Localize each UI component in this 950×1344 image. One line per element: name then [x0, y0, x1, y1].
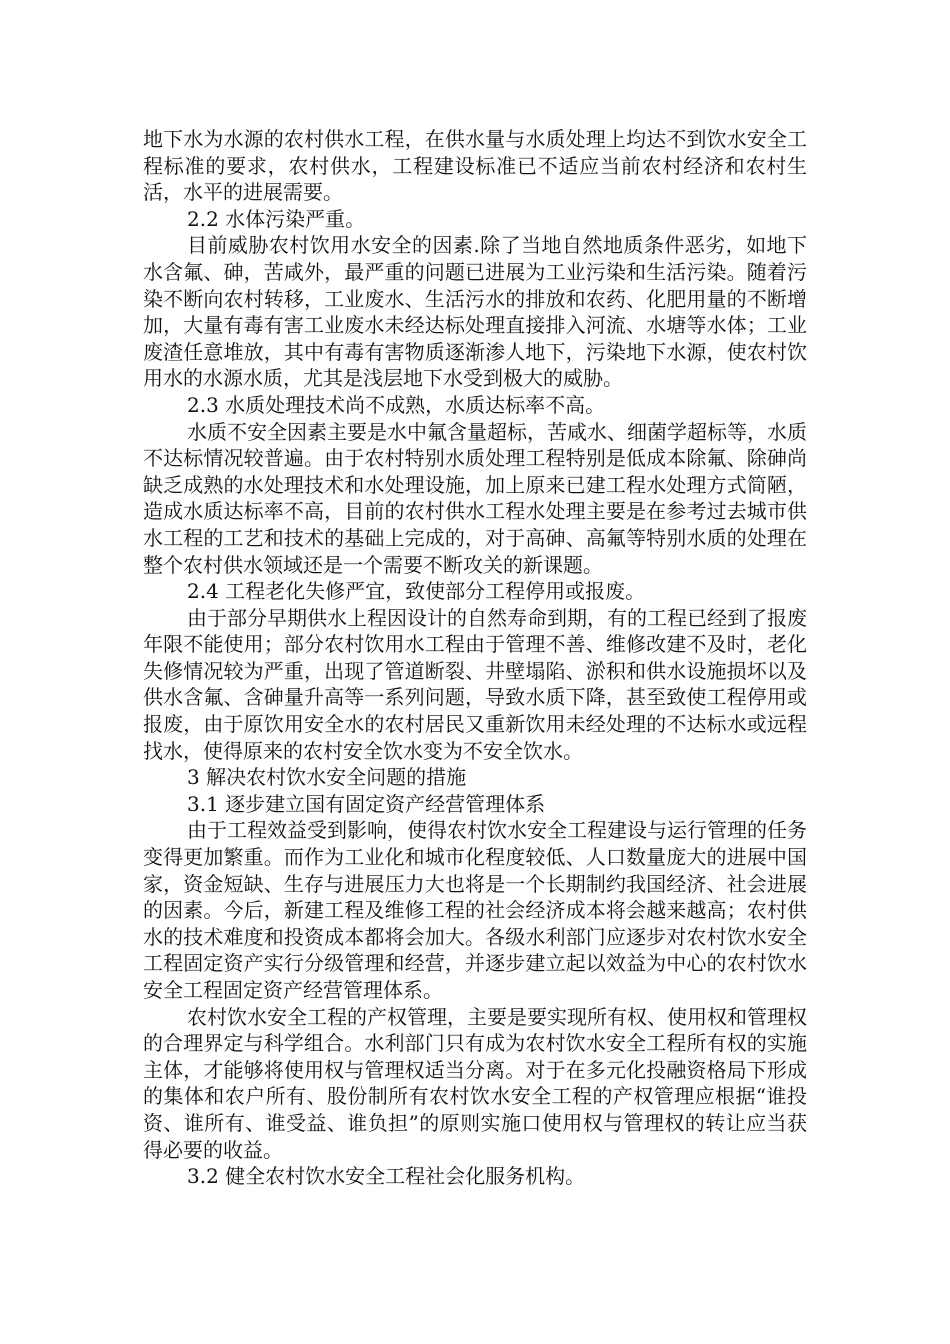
body-paragraph: 由于部分早期供水上程因设计的自然寿命到期，有的工程已经到了报废年限不能使用；部分农村饮用水工程由于管理不善、维修改建不及时，老化失修情况较为严重，出现了管道断裂、井壁塌陷、淤积和供水设施损坏以及供水含氟、含砷量升高等一系列问题，导致水质下降，甚至致使工程停用或报废，由于原饮用安全水的农村居民又重新饮用未经处理的不达标水或远程找水，使得原来的农村安全饮水变为不安全饮水。	[143, 605, 807, 763]
section-heading-3-1: 3.1 逐步建立国有固定资产经营管理体系	[187, 791, 546, 816]
document-body	[143, 126, 807, 1190]
body-paragraph: 目前威胁农村饮用水安全的因素.除了当地自然地质条件恶劣，如地下水含氟、砷，苦咸外，最严重的问题已进展为工业污染和生活污染。随着污染不断向农村转移，工业废水、生活污水的排放和农药、化肥用量的不断增加，大量有毒有害工业废水未经达标处理直接排入河流、水塘等水体；工业废渣任意堆放，其中有毒有害物质逐渐渗人地下，污染地下水源，使农村饮用水的水源水质，尤其是浅层地下水受到极大的威胁。	[143, 233, 807, 391]
section-heading-3: 3 解决农村饮水安全问题的措施	[187, 765, 467, 790]
body-paragraph: 农村饮水安全工程的产权管理，主要是要实现所有权、使用权和管理权的合理界定与科学组合。水利部门只有成为农村饮水安全工程所有权的实施主体，才能够将使用权与管理权适当分离。对于在多元化投融资格局下形成的集体和农户所有、股份制所有农村饮水安全工程的产权管理应根据“谁投资、谁所有、谁受益、谁负担”的原则实施口使用权与管理权的转让应当获得必要的收益。	[143, 1004, 807, 1162]
body-paragraph: 地下水为水源的农村供水工程，在供水量与水质处理上均达不到饮水安全工程标准的要求，农村供水，工程建设标准已不适应当前农村经济和农村生活，水平的进展需要。	[143, 127, 807, 205]
body-paragraph: 水质不安全因素主要是水中氟含量超标，苦咸水、细菌学超标等，水质不达标情况较普遍。由于农村特别水质处理工程特别是低成本除氟、除砷尚缺乏成熟的水处理技术和水处理设施，加上原来已建工程水处理方式简陋，造成水质达标率不高，目前的农村供水工程水处理主要是在参考过去城市供水工程的工艺和技术的基础上完成的，对于高砷、高氟等特别水质的处理在整个农村供水领域还是一个需要不断攻关的新课题。	[143, 419, 807, 577]
section-heading-2-4: 2.4 工程老化失修严宜，致使部分工程停用或报废。	[187, 579, 646, 604]
section-heading-3-2: 3.2 健全农村饮水安全工程社会化服务机构。	[187, 1164, 586, 1189]
section-heading-2-2: 2.2 水体污染严重。	[187, 206, 366, 231]
body-paragraph: 由于工程效益受到影响，使得农村饮水安全工程建设与运行管理的任务变得更加繁重。而作为工业化和城市化程度较低、人口数量庞大的进展中国家，资金短缺、生存与进展压力大也将是一个长期制约我国经济、社会进展的因素。今后，新建工程及维修工程的社会经济成本将会越来越高；农村供水的技术难度和投资成本都将会加大。各级水利部门应逐步对农村饮水安全工程固定资产实行分级管理和经营，并逐步建立起以效益为中心的农村饮水安全工程固定资产经营管理体系。	[143, 818, 807, 1002]
section-heading-2-3: 2.3 水质处理技术尚不成熟，水质达标率不高。	[187, 392, 606, 417]
